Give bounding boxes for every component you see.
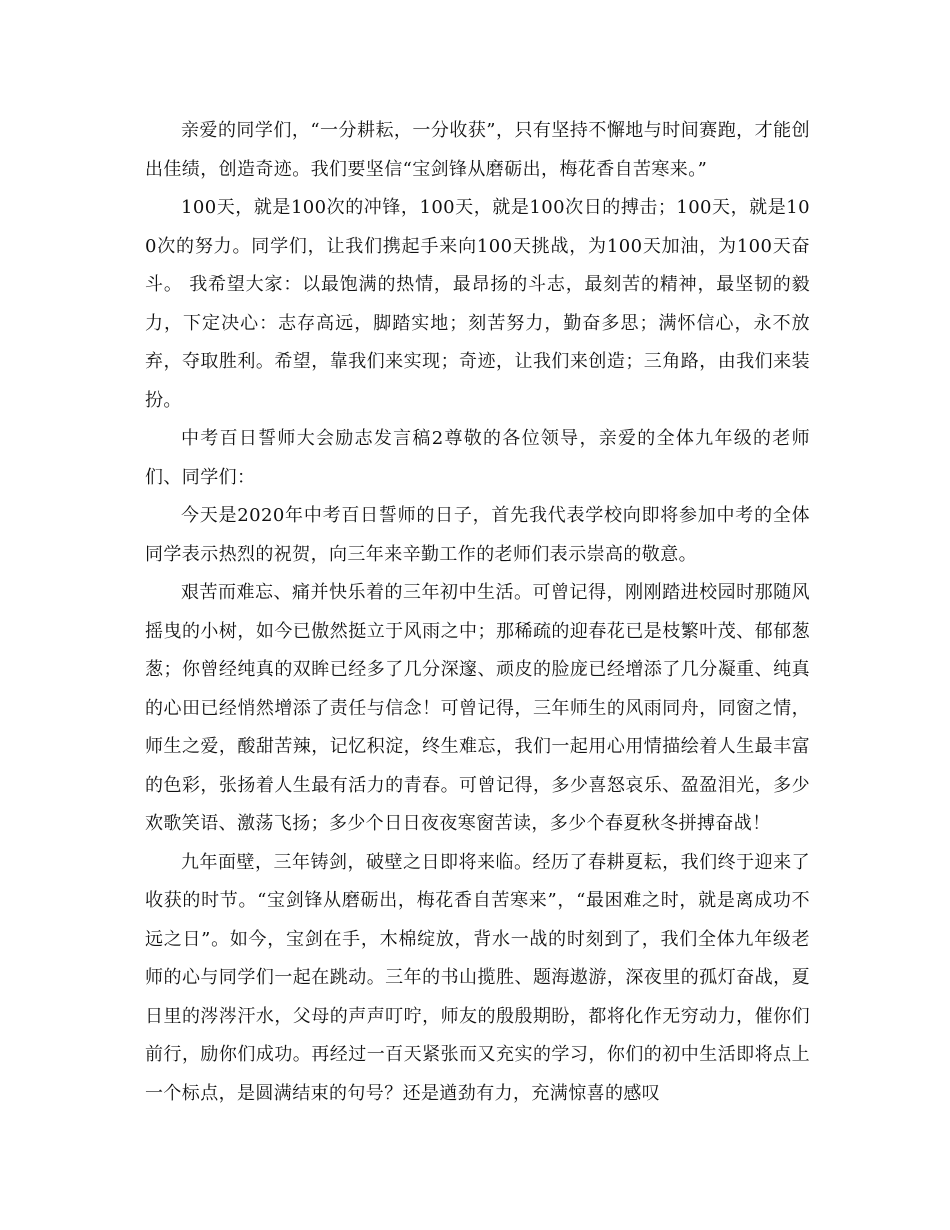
paragraph-2: 100天，就是100次的冲锋，100天，就是100次日的搏击；100天，就是100次的努力。同学们，让我们携起手来向100天挑战，为100天加油，为100天奋斗。 我希望大家：以最饱满的热情，最昂扬的斗志，最刻苦的精神，最坚韧的毅力，下定决心：志存高远，脚踏实地；刻苦努力，勤奋多思；满怀信心，永不放弃，夺取胜利。希望，靠我们来实现；奇迹，让我们来创造；三角路，由我们来装扮。 — [145, 197, 810, 411]
document-body — [145, 112, 810, 1113]
paragraph-3: 中考百日誓师大会励志发言稿2尊敬的各位领导，亲爱的全体九年级的老师们、同学们： — [145, 428, 810, 488]
paragraph-1: 亲爱的同学们，“一分耕耘，一分收获”，只有坚持不懈地与时间赛跑，才能创出佳绩，创造奇迹。我们要坚信“宝剑锋从磨砺出，梅花香自苦寒来。” — [145, 120, 810, 180]
paragraph-5: 艰苦而难忘、痛并快乐着的三年初中生活。可曾记得，刚刚踏进校园时那随风摇曳的小树，如今已傲然挺立于风雨之中；那稀疏的迎春花已是枝繁叶茂、郁郁葱葱；你曾经纯真的双眸已经多了几分深邃、顽皮的脸庞已经增添了几分凝重、纯真的心田已经悄然增添了责任与信念！可曾记得，三年师生的风雨同舟，同窗之情，师生之爱，酸甜苦辣，记忆积淀，终生难忘，我们一起用心用情描绘着人生最丰富的色彩，张扬着人生最有活力的青春。可曾记得，多少喜怒哀乐、盈盈泪光，多少欢歌笑语、激荡飞扬；多少个日日夜夜寒窗苦读，多少个春夏秋冬拼搏奋战！ — [145, 582, 810, 834]
paragraph-4: 今天是2020年中考百日誓师的日子，首先我代表学校向即将参加中考的全体同学表示热烈的祝贺，向三年来辛勤工作的老师们表示崇高的敬意。 — [145, 505, 810, 565]
paragraph-6: 九年面壁，三年铸剑，破壁之日即将来临。经历了春耕夏耘，我们终于迎来了收获的时节。“宝剑锋从磨砺出，梅花香自苦寒来”，“最困难之时，就是离成功不远之日”。如今，宝剑在手，木棉绽放，背水一战的时刻到了，我们全体九年级老师的心与同学们一起在跳动。三年的书山揽胜、题海遨游，深夜里的孤灯奋战，夏日里的涔涔汗水，父母的声声叮咛，师友的殷殷期盼，都将化作无穷动力，催你们前行，励你们成功。再经过一百天紧张而又充实的学习，你们的初中生活即将点上一个标点，是圆满结束的句号？还是遒劲有力，充满惊喜的感叹 — [145, 851, 810, 1104]
